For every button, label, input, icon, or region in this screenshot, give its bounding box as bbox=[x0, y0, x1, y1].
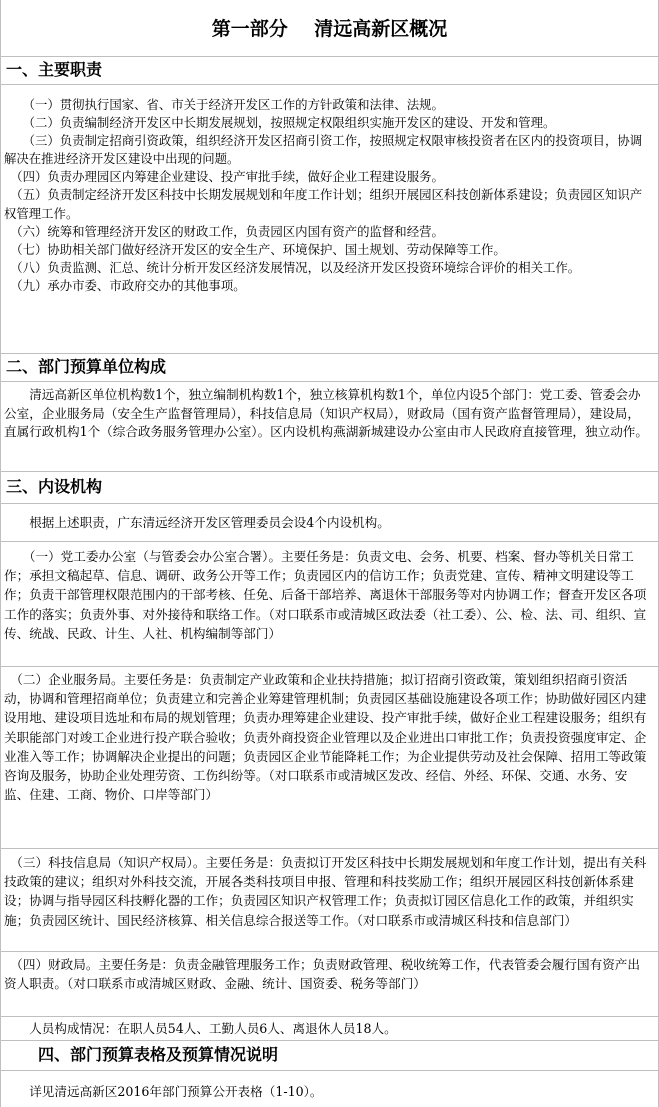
section-budget-units-body bbox=[4, 386, 652, 442]
institution-enterprise-service: （二）企业服务局。主要任务是：负责制定产业政策和企业扶持措施；拟订招商引资政策，策划组织招商引资活动，协调和管理招商单位；负责建立和完善企业筹建管理机制；负责园区基础设施建设各项工作；协助做好园区内建设用地、建设项目选址和布局的规划管理；负责办理筹建企业建设、投产审批手续，做好企业工程建设服务；组织有关职能部门对竣工企业进行投产联合验收；负责外商投资企业管理以及企业进出口审批工作；负责投资强度审定、企业准入等工作；协调解决企业提出的问题；负责园区企业节能降耗工作；为企业提供劳动及社会保障、招用工等政策咨询及服务，协助企业处理劳资、工伤纠纷等。（对口联系市或清城区发改、经信、外经、环保、交通、水务、安监、住建、工商、物价、口岸等部门） bbox=[4, 672, 647, 803]
paragraph: （七）协助相关部门做好经济开发区的安全生产、环境保护、国土规划、劳动保障等工作。 bbox=[4, 241, 506, 257]
institutions-intro: 根据上述职责，广东清远经济开发区管理委员会设4个内设机构。 bbox=[4, 515, 390, 530]
budget-tables-note: 详见清远高新区2016年部门预算公开表格（1-10）。 bbox=[4, 1084, 323, 1099]
divider bbox=[0, 1016, 659, 1017]
divider bbox=[0, 848, 659, 849]
divider bbox=[0, 541, 659, 542]
paragraph: （六）统筹和管理经济开发区的财政工作，负责园区内国有资产的监督和经营。 bbox=[4, 223, 444, 239]
section-heading-duties: 一、主要职责 bbox=[6, 60, 103, 79]
divider bbox=[0, 951, 659, 952]
institution-finance: （四）财政局。主要任务是：负责金融管理服务工作；负责财政管理、税收统筹工作，代表管委会履行国有资产出资人职责。（对口联系市或清城区财政、金融、统计、国资委、税务等部门） bbox=[4, 957, 640, 992]
institution-party-office: （一）党工委办公室（与管委会办公室合署）。主要任务是：负责文电、会务、机要、档案、督办等机关日常工作；承担文稿起草、信息、调研、政务公开等工作；负责园区内的信访工作；负责党建、宣传、精神文明建设等工作；负责干部管理权限范围内的干部考核、任免、后备干部培养、离退休干部服务等对内协调工作；督查开发区各项工作的落实；负责外事、对外接待和联络工作。（对口联系市或清城区政法委（社工委）、公、检、法、司、组织、宣传、统战、民政、计生、人社、机构编制等部门） bbox=[4, 549, 647, 641]
divider bbox=[0, 1070, 659, 1071]
paragraph: （一）贯彻执行国家、省、市关于经济开发区工作的方针政策和法律、法规。 bbox=[4, 97, 444, 112]
left-border bbox=[0, 0, 1, 1107]
divider bbox=[0, 1040, 659, 1041]
paragraph: （九）承办市委、市政府交办的其他事项。 bbox=[4, 277, 246, 293]
section-duties-body bbox=[4, 96, 652, 295]
paragraph: （二）负责编制经济开发区中长期发展规划，按照规定权限组织实施开发区的建设、开发和管理。 bbox=[4, 115, 556, 131]
paragraph: （八）负责监测、汇总、统计分析开发区经济发展情况，以及经济开发区投资环境综合评价的相关工作。 bbox=[4, 259, 581, 275]
divider bbox=[0, 56, 659, 57]
divider bbox=[0, 353, 659, 354]
section-heading-budget-units: 二、部门预算单位构成 bbox=[6, 357, 167, 376]
section-heading-budget-tables: 四、部门预算表格及预算情况说明 bbox=[6, 1045, 279, 1064]
paragraph: （五）负责制定经济开发区科技中长期发展规划和年度工作计划；组织开展园区科技创新体系建设；负责园区知识产权管理工作。 bbox=[4, 187, 643, 221]
institution-sci-tech-info: （三）科技信息局（知识产权局）。主要任务是：负责拟订开发区科技中长期发展规划和年度工作计划，提出有关科技政策的建议；组织对外科技交流，开展各类科技项目申报、管理和科技奖励工作；组织开展园区科技创新体系建设；协调与指导园区科技孵化器的工作；负责园区知识产权管理工作；负责拟订园区信息化工作的政策，并组织实施；负责园区统计、国民经济核算、相关信息综合报送等工作。（对口联系市或清城区科技和信息部门） bbox=[4, 855, 647, 928]
divider bbox=[0, 666, 659, 667]
staff-composition: 人员构成情况：在职人员54人、工勤人员6人、离退休人员18人。 bbox=[4, 1021, 397, 1036]
divider bbox=[0, 471, 659, 472]
divider bbox=[0, 503, 659, 504]
page-title: 第一部分 清远高新区概况 bbox=[211, 18, 448, 40]
paragraph: （三）负责制定招商引资政策，组织经济开发区招商引资工作，按照规定权限审核投资者在区内的投资项目，协调解决在推进经济开发区建设中出现的问题。 bbox=[4, 133, 643, 167]
divider bbox=[0, 381, 659, 382]
paragraph: （四）负责办理园区内筹建企业建设、投产审批手续，做好企业工程建设服务。 bbox=[4, 169, 444, 185]
paragraph: 清远高新区单位机构数1个，独立编制机构数1个，独立核算机构数1个，单位内设5个部门：党工委、管委会办公室，企业服务局（安全生产监督管理局），科技信息局（知识产权局），财政局（国有资产监督管理局），建设局，直属行政机构1个（综合政务服务管理办公室）。区内设机构燕湖新城建设办公室由市人民政府直接管理，独立动作。 bbox=[4, 387, 648, 440]
divider bbox=[0, 84, 659, 85]
section-heading-internal-institutions: 三、内设机构 bbox=[6, 477, 103, 496]
